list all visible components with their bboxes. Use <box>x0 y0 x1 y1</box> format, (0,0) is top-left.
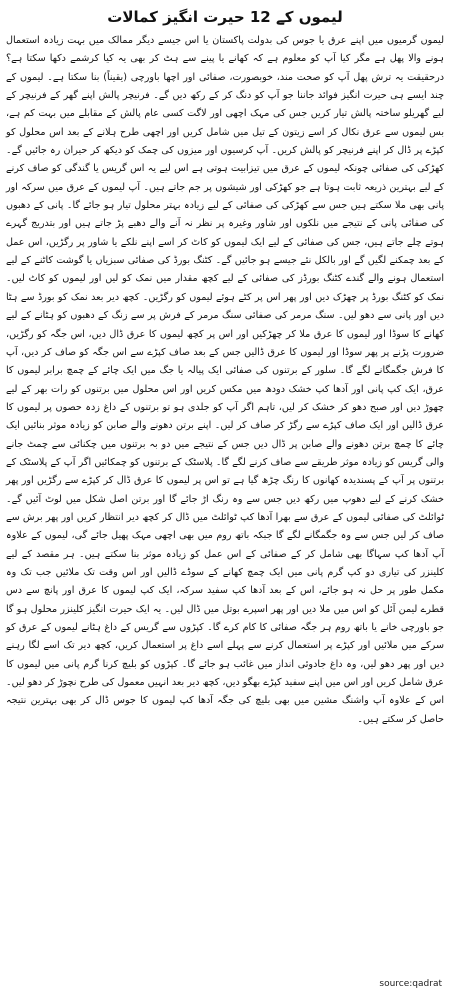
source-credit: source:qadrat <box>379 979 442 989</box>
article-title: لیموں کے 12 حیرت انگیز کمالات <box>107 8 343 26</box>
article-body: لیموں گرمیوں میں اپنے عرق یا جوس کی بدولت پاکستان یا اس جیسے دیگر ممالک میں بہت زیادہ استعمال ہونے والا پھل ہے مگر کیا آپ کو معلوم ہے کہ کھانے یا پینے سے ہٹ کر بھی یہ کیا کرشمے دکھا سکتا ہے؟ درحقیقت یہ ترش پھل آپ کو صحت مند، خوبصورت، صفائی اور اچھا باورچی (یقیناً) بنا سکتا ہے۔ لیموں کے چند ایسے ہی حیرت انگیز فوائد جاننا جو آپ کو دنگ کر کے رکھ دیں گے۔ فرنیچر پالش اپنے گھر کے فرنیچر کے لیے گھریلو ساختہ پالش تیار کریں جس کی مہک اچھی اور لاگت کسی عام پالش کے مقابلے میں بہت کم ہے، بس لیموں سے عرق نکال کر اسے زیتون کے تیل میں شامل کریں اور اچھی طرح ہلانے کے بعد اس محلول کو کپڑے پر ڈال کر اپنے فرنیچر کو پالش کریں۔ آپ کرسیوں اور میزوں کی چمک کو دیکھ کر حیران رہ جائیں گے۔ کھڑکی کی صفائی چونکہ لیموں کے عرق میں تیزابیت ہوتی ہے اس لیے یہ اس گریس یا گندگی کو صاف کرنے کے لیے بہترین ذریعہ ثابت ہوتا ہے جو کھڑکی اور شیشوں پر جم جاتے ہیں۔ آپ لیموں کے عرق میں سرکہ اور پانی بھی ملا سکتے ہیں جس سے کھڑکی کی صفائی کے لیے زیادہ بہتر محلول تیار ہو جائے گا۔ پانی کے دھبوں کی صفائی پانی کے نتیجے میں نلکوں اور شاور وغیرہ پر نظر نہ آنے والے دھبے پڑ جاتے ہیں اور بتدریج گہرے ہوتے چلے جاتے ہیں، جس کی صفائی کے لیے ایک لیموں کو کاٹ کر اسے اپنے نلکے یا شاور پر رگڑیں، اس عمل کے بعد چمکنے لگیں گے اور بالکل نئے جیسے ہو جائیں گے۔ کٹنگ بورڈ کی صفائی سبزیاں یا گوشت کاٹنے کے لیے استعمال ہونے والے گندے کٹنگ بورڈز کی صفائی کے لیے کچھ مقدار میں نمک کو لیں اور لیموں کو کاٹ لیں۔ نمک کو کٹنگ بورڈ پر چھڑک دیں اور پھر اس پر کٹے ہوئے لیموں کو رگڑیں۔ کچھ دیر بعد نمک کو بورڈ سے ہٹا دیں اور پانی سے دھو لیں۔ سنگ مرمر کی صفائی سنگ مرمر کے فرش پر سے زنگ کے دھبوں کو ہٹانے کے لیے کھانے کا سوڈا اور لیموں کا عرق ملا کر چھڑکیں اور اس پر کچھ لیموں کا عرق ڈال دیں، اس جگہ کو رگڑیں، ضرورت پڑنے پر پھر سوڈا اور لیموں کا عرق ڈالیں جس کے بعد صاف کپڑے سے اس جگہ کو صاف کر دیں، آپ کا فرش جگمگانے لگے گا۔ سلور کے برتنوں کی صفائی ایک پیالہ یا جگ میں ایک چائے کے چمچ برابر لیموں کا عرق، ایک کپ پانی اور آدھا کپ خشک دودھ میں مکس کریں اور اس محلول میں برتنوں کو رات بھر کے لیے چھوڑ دیں اور صبح دھو کر خشک کر لیں، تاہم اگر آپ کو جلدی ہو تو برتنوں کے داغ زدہ حصوں پر لیموں کا عرق ڈالیں اور ایک صاف کپڑے سے رگڑ کر صاف کر لیں۔ اپنے برتن دھونے والے صابن کو زیادہ موثر بنائیں ایک چائے کا چمچ برتن دھونے والے صابن پر ڈال دیں جس کے نتیجے میں دو بہ برتنوں میں چکنائی سے چمٹ جانے والی گریس کو زیادہ موثر طریقے سے صاف کرنے لگے گا۔ پلاسٹک کے برتنوں کو چمکائیں اگر آپ کے پلاسٹک کے برتنوں پر آپ کے پسندیدہ کھانوں کا رنگ چڑھ گیا ہے تو اس پر لیموں کا عرق ڈال کر کپڑے سے رگڑیں اور پھر خشک کرنے کے لیے دھوپ میں رکھ دیں جس سے وہ رنگ اڑ جائے گا اور برتن اصل شکل میں لوٹ آئیں گے۔ ٹوائلٹ کی صفائی لیموں کے عرق سے بھرا آدھا کپ ٹوائلٹ میں ڈال کر کچھ دیر انتظار کریں اور پھر برش سے صاف کر لیں جس سے وہ جگمگانے لگے گا جبکہ باتھ روم میں بھی اچھی مہک پھیل جائے گی، لیموں کے علاوہ آپ آدھا کپ سہاگا بھی شامل کر کے صفائی کے اس عمل کو زیادہ موثر بنا سکتے ہیں۔ ہر مقصد کے لیے کلینزر کی تیاری دو کپ گرم پانی میں ایک چمچ کھانے کے سوڈے ڈالیں اور اس وقت تک ملائیں جب تک وہ مکمل طور پر حل نہ ہو جائے، اس کے بعد آدھا کپ سفید سرکہ، ایک کپ لیموں کا عرق اور پانچ سے دس قطرے لیمن آئل کو اس میں ملا دیں اور پھر اسپرے بوتل میں ڈال لیں۔ یہ ایک حیرت انگیز کلینزر محلول ہو گا جو باورچی خانے یا باتھ روم ہر جگہ صفائی کا کام کرے گا۔ کپڑوں سے گریس کے داغ ہٹانے لیموں کے عرق کو سرکے میں ملائیں اور کپڑے پر استعمال کرنے سے پہلے اسے داغ پر استعمال کریں، کچھ دیر تک اسے لگا رہنے دیں اور پھر دھو لیں، وہ داغ جادوئی انداز میں غائب ہو جائے گا۔ کپڑوں کو بلیچ کرنا گرم پانی میں لیموں کا عرق شامل کریں اور اس میں اپنے سفید کپڑے بھگو دیں، کچھ دیر بعد انہیں معمول کی طرح نچوڑ کر دھو لیں۔ اس کے علاوہ آپ واشنگ مشین میں بھی بلیچ کی جگہ آدھا کپ لیموں کا جوس ڈال کر بھی بہترین نتیجہ حاصل کر سکتے ہیں۔ <box>6 35 444 725</box>
